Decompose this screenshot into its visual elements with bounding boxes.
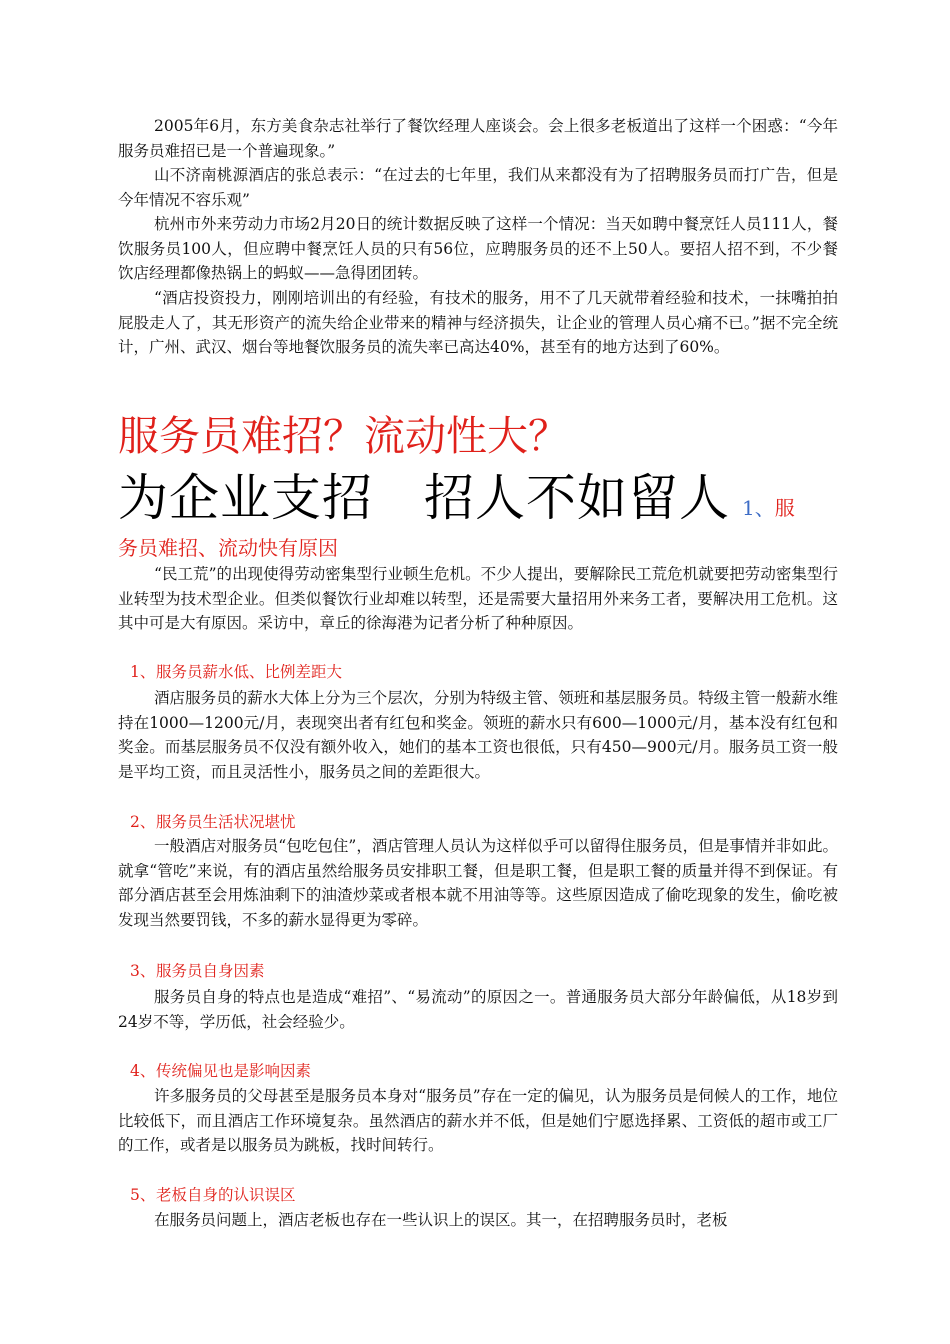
intro-paragraph-4: “酒店投资投力，刚刚培训出的有经验，有技术的服务，用不了几天就带着经验和技术，一抹嘴拍拍屁股走人了，其无形资产的流失给企业带来的精神与经济损失，让企业的管理人员心痛不已。”据不完全统计，广州、武汉、烟台等地餐饮服务员的流失率已高达40%，甚至有的地方达到了60%。: [118, 289, 838, 357]
reason-text-1: 酒店服务员的薪水大体上分为三个层次，分别为特级主管、领班和基层服务员。特级主管一般薪水维持在1000—1200元/月，表现突出者有红包和奖金。领班的薪水只有600—1000元/月，基本没有红包和奖金。而基层服务员不仅没有额外收入，她们的基本工资也很低，只有450—900元/月。服务员工资一般是平均工资，而且灵活性小，服务员之间的差距很大。: [118, 689, 838, 781]
reason-heading-5: [130, 1184, 296, 1206]
reason-heading-1: [130, 661, 342, 683]
reason-title: 服务员薪水低、比例差距大: [156, 663, 343, 681]
reason-text-4: 许多服务员的父母甚至是服务员本身对“服务员”存在一定的偏见，认为服务员是伺候人的工作，地位比较低下，而且酒店工作环境复杂。虽然酒店的薪水并不低，但是她们宁愿选择累、工资低的超市或工厂的工作，或者是以服务员为跳板，找时间转行。: [118, 1087, 838, 1155]
section-number: 1、: [742, 496, 775, 520]
headline-main: 为企业支招 招人不如留人: [118, 469, 730, 527]
reason-text-5: 在服务员问题上，酒店老板也存在一些认识上的误区。其一，在招聘服务员时，老板: [154, 1211, 728, 1229]
headline-question: 服务员难招？流动性大？: [118, 412, 569, 460]
reason-heading-2: [130, 811, 296, 833]
reason-title: 老板自身的认识误区: [156, 1186, 296, 1204]
reason-number: 5、: [130, 1186, 156, 1204]
reason-number: 4、: [130, 1062, 156, 1080]
reason-number: 3、: [130, 962, 156, 980]
reason-title: 服务员生活状况堪忧: [156, 813, 296, 831]
headline-main-row: [118, 466, 848, 530]
reason-number: 1、: [130, 663, 156, 681]
section-title-start: 服: [774, 496, 795, 520]
reason-title: 服务员自身因素: [156, 962, 265, 980]
intro-paragraph-2: 山不济南桃源酒店的张总表示：“在过去的七年里，我们从来都没有为了招聘服务员而打广告，但是今年情况不容乐观”: [118, 166, 838, 209]
reason-heading-3: [130, 960, 265, 982]
intro-paragraph-3: 杭州市外来劳动力市场2月20日的统计数据反映了这样一个情况：当天如聘中餐烹饪人员111人，餐饮服务员100人，但应聘中餐烹饪人员的只有56位，应聘服务员的还不上50人。要招人招不到，不少餐饮店经理都像热锅上的蚂蚁——急得团团转。: [118, 215, 838, 283]
reason-number: 2、: [130, 813, 156, 831]
reason-title: 传统偏见也是影响因素: [156, 1062, 312, 1080]
section-title: 务员难招、流动快有原因: [118, 536, 338, 560]
section-intro-paragraph: “民工荒”的出现使得劳动密集型行业顿生危机。不少人提出，要解除民工荒危机就要把劳动密集型行业转型为技术型企业。但类似餐饮行业却难以转型，还是需要大量招用外来务工者，要解决用工危机。这其中可是大有原因。采访中，章丘的徐海港为记者分析了种种原因。: [118, 565, 838, 633]
reason-text-3: 服务员自身的特点也是造成“难招”、“易流动”的原因之一。普通服务员大部分年龄偏低，从18岁到24岁不等，学历低，社会经验少。: [118, 988, 838, 1031]
intro-paragraph-1: 2005年6月，东方美食杂志社举行了餐饮经理人座谈会。会上很多老板道出了这样一个困惑：“今年服务员难招已是一个普遍现象。”: [118, 117, 838, 160]
reason-heading-4: [130, 1060, 311, 1082]
reason-text-2: 一般酒店对服务员“包吃包住”，酒店管理人员认为这样似乎可以留得住服务员，但是事情并非如此。就拿“管吃”来说，有的酒店虽然给服务员安排职工餐，但是职工餐，但是职工餐的质量并得不到保证。有部分酒店甚至会用炼油剩下的油渣炒菜或者根本就不用油等等。这些原因造成了偷吃现象的发生，偷吃被发现当然要罚钱，不多的薪水显得更为零碎。: [118, 837, 838, 929]
